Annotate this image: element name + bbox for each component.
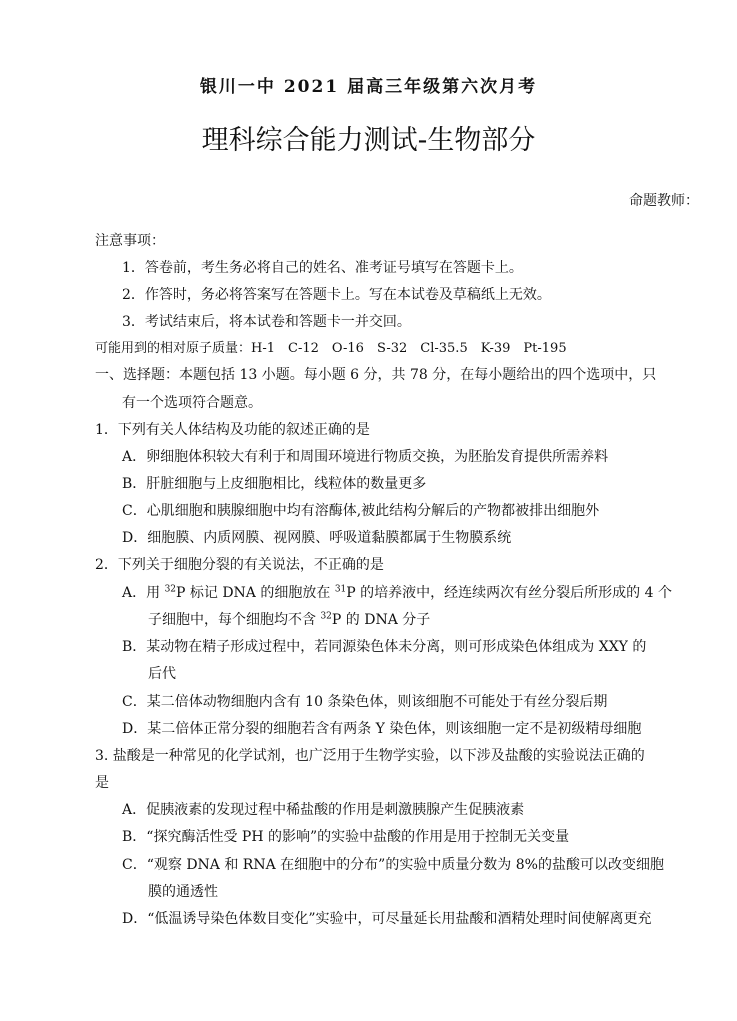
q3-option-c: C．“观察 DNA 和 RNA 在细胞中的分布”的实验中质量分数为 8%的盐酸可以改变细胞 (122, 857, 664, 873)
q2-option-b: B．某动物在精子形成过程中，若同源染色体未分离，则可形成染色体组成为 XXY 的 (122, 639, 647, 655)
notice-heading: 注意事项： (95, 233, 165, 249)
author-label: 命题教师： (629, 193, 699, 209)
q1-option-c: C．心肌细胞和胰腺细胞中均有溶酶体,被此结构分解后的产物都被排出细胞外 (122, 503, 600, 519)
q1-stem: 1．下列有关人体结构及功能的叙述正确的是 (95, 422, 370, 438)
q2-option-d: D．某二倍体正常分裂的细胞若含有两条 Y 染色体，则该细胞一定不是初级精母细胞 (122, 721, 642, 737)
notice-item-2: 2．作答时，务必将答案写在答题卡上。写在本试卷及草稿纸上无效。 (122, 287, 551, 303)
q3-stem-cont: 是 (95, 775, 109, 791)
q1-option-a: A．卵细胞体积较大有利于和周围环境进行物质交换，为胚胎发育提供所需养料 (122, 449, 609, 465)
q3-option-c-cont: 膜的通透性 (148, 884, 218, 900)
q3-option-b: B．“探究酶活性受 PH 的影响”的实验中盐酸的作用是用于控制无关变量 (122, 829, 570, 845)
q3-option-a: A．促胰液素的发现过程中稀盐酸的作用是刺激胰腺产生促胰液素 (122, 802, 525, 818)
q2-option-a: A．用 $^{32}$P 标记 DNA 的细胞放在 $^{31}$P 的培养液中，经连续两次有丝分裂后所形成的 4 个 (122, 584, 672, 601)
q2-option-a-cont: 子细胞中，每个细胞均不含 $^{32}$P 的 DNA 分子 (148, 611, 431, 628)
q1-option-d: D．细胞膜、内质网膜、视网膜、呼吸道黏膜都属于生物膜系统 (122, 530, 512, 546)
exam-subtitle: 银川一中 2021 届高三年级第六次月考 (199, 77, 538, 97)
atomic-masses: 可能用到的相对原子质量：H-1 C-12 O-16 S-32 Cl-35.5 K-39 Pt-195 (95, 341, 567, 356)
q2-stem: 2．下列关于细胞分裂的有关说法，不正确的是 (95, 557, 384, 573)
section1-instructions: 一、选择题：本题包括 13 小题。每小题 6 分，共 78 分，在每小题给出的四个选项中，只 (95, 367, 657, 383)
q2-option-c: C．某二倍体动物细胞内含有 10 条染色体，则该细胞不可能处于有丝分裂后期 (122, 694, 608, 710)
exam-title: 理科综合能力测试-生物部分 (201, 125, 536, 156)
q3-option-d: D．“低温诱导染色体数目变化”实验中，可尽量延长用盐酸和酒精处理时间使解离更充 (122, 911, 652, 927)
section1-instructions-cont: 有一个选项符合题意。 (122, 395, 262, 411)
notice-item-1: 1．答卷前，考生务必将自己的姓名、准考证号填写在答题卡上。 (122, 260, 523, 276)
q2-option-b-cont: 后代 (148, 666, 176, 682)
notice-item-3: 3．考试结束后，将本试卷和答题卡一并交回。 (122, 314, 411, 330)
q1-option-b: B．肝脏细胞与上皮细胞相比，线粒体的数量更多 (122, 476, 427, 492)
q3-stem: 3. 盐酸是一种常见的化学试剂，也广泛用于生物学实验，以下涉及盐酸的实验说法正确的 (95, 748, 645, 764)
